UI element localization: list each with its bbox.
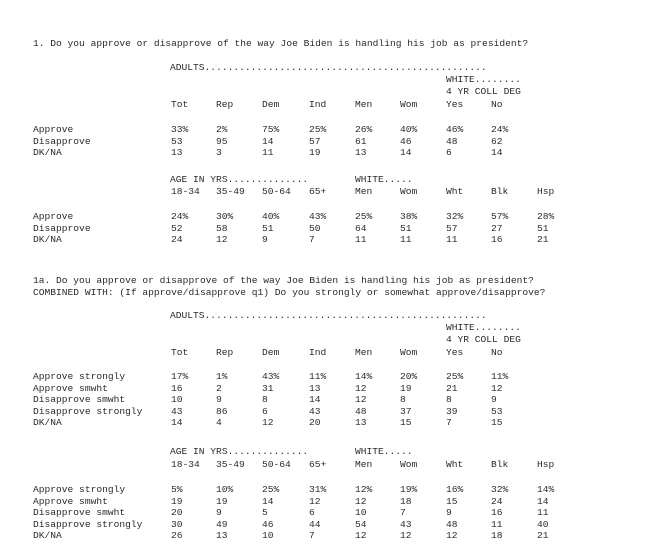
table-cell: 25% [446,371,464,382]
row-label: Disapprove strongly [33,405,143,417]
table-cell: 19 [400,382,412,394]
table-cell: 30% [216,211,234,222]
table-cell: 62 [491,135,503,147]
table-cell: 11 [446,234,458,245]
table-cell: 13 [355,147,367,158]
table-cell: 14% [355,371,373,382]
row-label: Approve strongly [33,484,126,495]
table-cell: 13 [171,147,183,158]
table-cell: 14 [171,417,183,428]
row-label: Approve [33,211,74,222]
col-header: Men [355,347,373,358]
table-cell: 10 [262,530,274,541]
adults-header: ADULTS................................................. [170,310,487,321]
table-cell: 31 [262,382,274,394]
col-header: Wom [400,347,418,358]
table-cell: 14 [262,135,274,147]
table-cell: 48 [446,518,458,530]
table-cell: 7 [400,507,406,518]
table-cell: 18 [491,530,503,541]
table-cell: 11 [491,518,503,530]
table-cell: 7 [446,417,452,428]
col-header: Yes [446,347,464,358]
col-header: Hsp [537,459,555,470]
table-cell: 10 [355,507,367,518]
table-cell: 5% [171,484,183,495]
table-cell: 86 [216,405,228,417]
col-header: 35-49 [216,459,245,470]
table-cell: 6 [446,147,452,158]
table-cell: 30 [171,518,183,530]
col-header: Wom [400,459,418,470]
col-header: 65+ [309,186,327,197]
col-header: Blk [491,459,509,470]
table-cell: 43 [309,405,321,417]
row-label: Disapprove smwht [33,394,126,405]
table-cell: 1% [216,371,228,382]
table-cell: 13 [216,530,228,541]
col-header: Blk [491,186,509,197]
col-header: Rep [216,99,234,110]
table-cell: 27 [491,222,503,234]
col-header: Ind [309,347,327,358]
table-cell: 6 [262,405,268,417]
table-cell: 16 [171,382,183,394]
table-cell: 20% [400,371,418,382]
table-cell: 16 [491,234,503,245]
table-cell: 43 [171,405,183,417]
row-label: Disapprove [33,222,91,234]
col-header: No [491,347,503,358]
row-label: Approve smwht [33,495,108,507]
col-header: 50-64 [262,459,291,470]
row-label: DK/NA [33,234,62,245]
college-degree-header: 4 YR COLL DEG [446,334,521,345]
table-cell: 40% [262,211,280,222]
table-cell: 12 [355,495,367,507]
white-header: WHITE........ [446,322,521,333]
table-cell: 46 [262,518,274,530]
table-cell: 51 [400,222,412,234]
table-cell: 11 [400,234,412,245]
table-cell: 28% [537,211,555,222]
table-cell: 75% [262,124,280,135]
table-cell: 14 [537,495,549,507]
row-label: Approve smwht [33,382,108,394]
table-cell: 16 [491,507,503,518]
col-header: Dem [262,347,280,358]
table-cell: 21 [537,234,549,245]
table-cell: 25% [262,484,280,495]
table-cell: 18 [400,495,412,507]
table-cell: 12% [355,484,373,495]
table-cell: 13 [355,417,367,428]
table-cell: 57 [309,135,321,147]
table-cell: 26% [355,124,373,135]
table-cell: 14 [309,394,321,405]
table-cell: 14 [491,147,503,158]
table-cell: 9 [491,394,497,405]
table-cell: 9 [446,507,452,518]
table-cell: 3 [216,147,222,158]
row-label: DK/NA [33,147,62,158]
table-cell: 5 [262,507,268,518]
table-cell: 14 [262,495,274,507]
table-cell: 24% [171,211,189,222]
table-cell: 6 [309,507,315,518]
table-cell: 8 [400,394,406,405]
table-cell: 9 [216,394,222,405]
table-cell: 57 [446,222,458,234]
table-cell: 19% [400,484,418,495]
question-1-title: 1. Do you approve or disapprove of the way Joe Biden is handling his job as president? [33,38,529,49]
table-cell: 40 [537,518,549,530]
col-header: Wom [400,99,418,110]
table-cell: 32% [446,211,464,222]
table-cell: 12 [355,382,367,394]
table-cell: 4 [216,417,222,428]
table-cell: 14 [400,147,412,158]
table-cell: 24 [491,495,503,507]
table-cell: 31% [309,484,327,495]
table-cell: 43% [309,211,327,222]
table-cell: 12 [309,495,321,507]
table-cell: 19 [216,495,228,507]
table-cell: 52 [171,222,183,234]
col-header: 18-34 [171,459,200,470]
col-header: Rep [216,347,234,358]
table-cell: 13 [309,382,321,394]
table-cell: 95 [216,135,228,147]
table-cell: 11% [491,371,509,382]
row-label: Disapprove [33,135,91,147]
table-cell: 21 [446,382,458,394]
table-cell: 2% [216,124,228,135]
table-cell: 32% [491,484,509,495]
college-degree-header: 4 YR COLL DEG [446,86,521,97]
col-header: Tot [171,99,189,110]
table-cell: 12 [446,530,458,541]
table-cell: 25% [355,211,373,222]
table-cell: 2 [216,382,222,394]
col-header: Tot [171,347,189,358]
table-cell: 15 [446,495,458,507]
table-cell: 10% [216,484,234,495]
table-cell: 33% [171,124,189,135]
table-cell: 49 [216,518,228,530]
table-cell: 37 [400,405,412,417]
table-cell: 25% [309,124,327,135]
col-header: No [491,99,503,110]
table-cell: 48 [355,405,367,417]
table-cell: 19 [309,147,321,158]
col-header: Men [355,186,373,197]
table-cell: 54 [355,518,367,530]
table-cell: 12 [262,417,274,428]
table-cell: 15 [400,417,412,428]
table-cell: 44 [309,518,321,530]
col-header: Ind [309,99,327,110]
table-cell: 9 [216,507,222,518]
col-header: Dem [262,99,280,110]
table-cell: 16% [446,484,464,495]
table-cell: 46% [446,124,464,135]
table-cell: 8 [262,394,268,405]
table-cell: 46 [400,135,412,147]
col-header: Men [355,459,373,470]
row-label: Disapprove strongly [33,518,143,530]
table-cell: 12 [355,530,367,541]
white-header-2: WHITE..... [355,446,413,457]
adults-header: ADULTS................................................. [170,62,487,73]
table-cell: 50 [309,222,321,234]
table-cell: 12 [216,234,228,245]
table-cell: 12 [355,394,367,405]
table-cell: 12 [491,382,503,394]
col-header: 35-49 [216,186,245,197]
col-header: 50-64 [262,186,291,197]
table-cell: 12 [400,530,412,541]
table-cell: 53 [491,405,503,417]
table-cell: 57% [491,211,509,222]
table-cell: 24 [171,234,183,245]
table-cell: 61 [355,135,367,147]
col-header: Wom [400,186,418,197]
table-cell: 7 [309,530,315,541]
question-1a-subtitle: COMBINED WITH: (If approve/disapprove q1) Do you strongly or somewhat approve/disapprove? [33,287,546,298]
table-cell: 10 [171,394,183,405]
table-cell: 64 [355,222,367,234]
table-cell: 39 [446,405,458,417]
table-cell: 9 [262,234,268,245]
table-cell: 7 [309,234,315,245]
table-cell: 11 [537,507,549,518]
col-header: Wht [446,459,464,470]
table-cell: 24% [491,124,509,135]
table-cell: 11 [262,147,274,158]
table-cell: 51 [262,222,274,234]
row-label: DK/NA [33,417,62,428]
col-header: Men [355,99,373,110]
row-label: DK/NA [33,530,62,541]
row-label: Approve [33,124,74,135]
table-cell: 21 [537,530,549,541]
table-cell: 38% [400,211,418,222]
table-cell: 20 [309,417,321,428]
row-label: Disapprove smwht [33,507,126,518]
table-cell: 20 [171,507,183,518]
table-cell: 58 [216,222,228,234]
table-cell: 43 [400,518,412,530]
white-header: WHITE........ [446,74,521,85]
table-cell: 14% [537,484,555,495]
table-cell: 11% [309,371,327,382]
table-cell: 40% [400,124,418,135]
table-cell: 17% [171,371,189,382]
col-header: Yes [446,99,464,110]
table-cell: 53 [171,135,183,147]
table-cell: 8 [446,394,452,405]
col-header: Hsp [537,186,555,197]
table-cell: 26 [171,530,183,541]
question-1a-title: 1a. Do you approve or disapprove of the way Joe Biden is handling his job as president? [33,275,534,286]
table-cell: 51 [537,222,549,234]
table-cell: 43% [262,371,280,382]
col-header: 18-34 [171,186,200,197]
table-cell: 48 [446,135,458,147]
table-cell: 11 [355,234,367,245]
white-header-2: WHITE..... [355,174,413,185]
table-cell: 15 [491,417,503,428]
table-cell: 19 [171,495,183,507]
col-header: 65+ [309,459,327,470]
row-label: Approve strongly [33,371,126,382]
age-header: AGE IN YRS.............. [170,446,309,457]
col-header: Wht [446,186,464,197]
age-header: AGE IN YRS.............. [170,174,309,185]
